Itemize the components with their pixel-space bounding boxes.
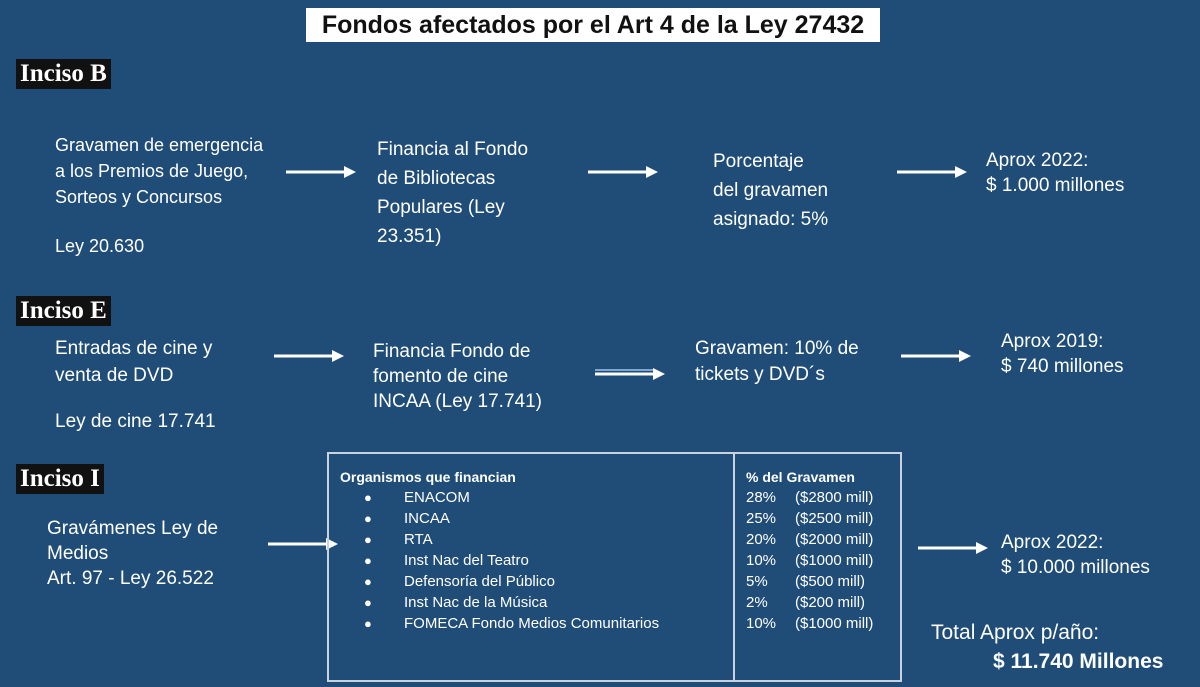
bullet-icon: ● <box>364 490 372 505</box>
org-name: RTA <box>404 531 433 548</box>
inciso-i-heading: Inciso I <box>16 464 104 494</box>
table-pct-column <box>746 487 776 634</box>
inciso-b-amount <box>986 148 1124 198</box>
pct-value: 20% <box>746 531 777 548</box>
total-value: $ 11.740 Millones <box>993 650 1164 673</box>
total-label: Total Aprox p/año: <box>931 621 1100 644</box>
pct-value: 5% <box>746 573 768 590</box>
source-line: Art. 97 - Ley 26.522 <box>47 568 214 589</box>
amount-value: ($500 mill) <box>795 573 866 590</box>
org-name: ENACOM <box>404 489 470 506</box>
source-line: venta de DVD <box>55 365 174 386</box>
inciso-b-heading: Inciso B <box>16 59 111 89</box>
share-line: asignado: 5% <box>713 209 829 230</box>
source-line: Gravámenes Ley de <box>47 518 219 539</box>
pct-value: 10% <box>746 552 777 569</box>
source-line: Entradas de cine y <box>55 338 213 359</box>
table-header-org: Organismos que financian <box>340 469 516 485</box>
table-org-column <box>404 487 659 634</box>
inciso-b-share <box>713 147 828 234</box>
fund-line: Financia Fondo de <box>373 341 531 362</box>
inciso-e-share <box>695 336 859 388</box>
inciso-e-heading: Inciso E <box>16 296 111 326</box>
share-line: del gravamen <box>713 180 829 201</box>
amount-value: ($1000 mill) <box>795 615 874 632</box>
fund-line: fomento de cine <box>373 366 509 387</box>
amount-value: ($1000 mill) <box>795 552 874 569</box>
source-line: a los Premios de Juego, <box>55 161 249 181</box>
arrow-icon <box>595 366 667 382</box>
source-line: Medios <box>47 543 109 564</box>
inciso-b-fund <box>377 135 528 251</box>
bullet-icon: ● <box>364 511 372 526</box>
share-line: tickets y DVD´s <box>695 364 825 385</box>
amount-value: ($200 mill) <box>795 594 866 611</box>
page-title: Fondos afectados por el Art 4 de la Ley 27432 <box>306 8 880 42</box>
inciso-i-amount <box>1001 530 1150 580</box>
fund-line: 23.351) <box>377 226 442 247</box>
arrow-icon <box>286 164 358 180</box>
share-line: Gravamen: 10% de <box>695 338 859 359</box>
table-amount-column <box>795 487 873 634</box>
pct-value: 10% <box>746 615 777 632</box>
amount-line: $ 10.000 millones <box>1001 557 1150 578</box>
source-line: Sorteos y Concursos <box>55 187 223 207</box>
amount-line: $ 1.000 millones <box>986 175 1125 196</box>
amount-value: ($2800 mill) <box>795 489 874 506</box>
inciso-e-source <box>55 335 212 389</box>
share-line: Porcentaje <box>713 151 804 172</box>
fund-line: de Bibliotecas <box>377 168 496 189</box>
fund-line: Populares (Ley <box>377 197 505 218</box>
org-name: Inst Nac del Teatro <box>404 552 529 569</box>
pct-value: 28% <box>746 489 777 506</box>
org-name: INCAA <box>404 510 450 527</box>
amount-value: ($2000 mill) <box>795 531 874 548</box>
table-divider <box>733 452 735 682</box>
bullet-icon: ● <box>364 595 372 610</box>
arrow-icon <box>274 348 346 364</box>
inciso-e-amount <box>1001 329 1124 379</box>
amount-line: Aprox 2022: <box>986 150 1089 171</box>
source-line: Gravamen de emergencia <box>55 135 264 155</box>
inciso-e-law: Ley de cine 17.741 <box>55 411 216 432</box>
amount-line: Aprox 2022: <box>1001 532 1104 553</box>
pct-value: 25% <box>746 510 777 527</box>
inciso-b-source <box>55 132 263 210</box>
inciso-e-fund <box>373 339 542 414</box>
amount-value: ($2500 mill) <box>795 510 874 527</box>
arrow-icon <box>918 540 990 556</box>
bullet-icon: ● <box>364 532 372 547</box>
inciso-b-law: Ley 20.630 <box>55 236 145 256</box>
bullet-icon: ● <box>364 616 372 631</box>
org-name: FOMECA Fondo Medios Comunitarios <box>404 615 660 632</box>
arrow-icon <box>901 348 973 364</box>
bullet-icon: ● <box>364 574 372 589</box>
fund-line: Financia al Fondo <box>377 139 529 160</box>
table-header-pct: % del Gravamen <box>746 469 855 485</box>
amount-line: $ 740 millones <box>1001 356 1124 377</box>
inciso-i-source <box>47 516 218 591</box>
bullet-icon: ● <box>364 553 372 568</box>
org-name: Inst Nac de la Música <box>404 594 548 611</box>
arrow-icon <box>588 164 660 180</box>
table-bullets <box>364 487 372 634</box>
fund-line: INCAA (Ley 17.741) <box>373 391 542 412</box>
org-name: Defensoría del Público <box>404 573 555 590</box>
amount-line: Aprox 2019: <box>1001 331 1104 352</box>
pct-value: 2% <box>746 594 768 611</box>
arrow-icon <box>897 164 969 180</box>
